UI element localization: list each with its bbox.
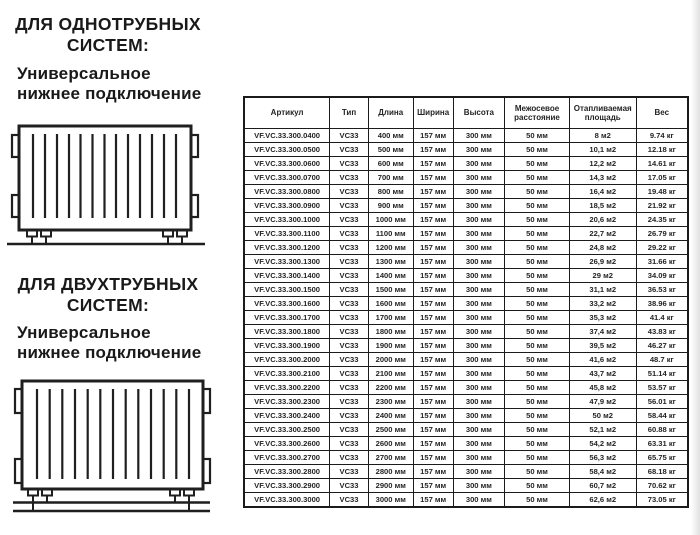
table-cell: 300 мм (453, 423, 505, 437)
table-cell: VC33 (330, 297, 369, 311)
table-cell: 12,2 м2 (569, 157, 636, 171)
table-row (244, 311, 688, 325)
table-cell: 10,1 м2 (569, 143, 636, 157)
table-cell: VF.VC.33.300.0600 (244, 157, 330, 171)
table-cell: 26.79 кг (636, 227, 688, 241)
table-cell: 14,3 м2 (569, 171, 636, 185)
table-row (244, 283, 688, 297)
table-cell: 1600 мм (368, 297, 413, 311)
table-cell: 2800 мм (368, 465, 413, 479)
table-cell: VF.VC.33.300.2300 (244, 395, 330, 409)
table-cell: 50 мм (505, 241, 570, 255)
table-cell: 54,2 м2 (569, 437, 636, 451)
table-cell: 300 мм (453, 479, 505, 493)
table-row (244, 395, 688, 409)
table-cell: VF.VC.33.300.2400 (244, 409, 330, 423)
table-cell: 2900 мм (368, 479, 413, 493)
radiator-spec-table (243, 96, 689, 508)
table-cell: 50 мм (505, 409, 570, 423)
table-cell: VC33 (330, 241, 369, 255)
table-cell: 50 мм (505, 157, 570, 171)
table-cell: 56.01 кг (636, 395, 688, 409)
table-row (244, 241, 688, 255)
table-cell: 300 мм (453, 171, 505, 185)
table-cell: 157 мм (413, 241, 453, 255)
column-header: Тип (330, 97, 369, 129)
table-cell: VC33 (330, 423, 369, 437)
table-row (244, 465, 688, 479)
table-cell: 1500 мм (368, 283, 413, 297)
table-cell: 157 мм (413, 409, 453, 423)
table-cell: 8 м2 (569, 129, 636, 143)
table-cell: 46.27 кг (636, 339, 688, 353)
table-body (244, 129, 688, 508)
table-cell: 300 мм (453, 437, 505, 451)
table-cell: 3000 мм (368, 493, 413, 508)
table-cell: 12.18 кг (636, 143, 688, 157)
table-cell: 157 мм (413, 423, 453, 437)
table-cell: 300 мм (453, 297, 505, 311)
table-cell: 38.96 кг (636, 297, 688, 311)
table-cell: 1700 мм (368, 311, 413, 325)
table-cell: VC33 (330, 479, 369, 493)
table-row (244, 199, 688, 213)
table-cell: 50 мм (505, 129, 570, 143)
table-cell: 50 мм (505, 283, 570, 297)
table-cell: 50 мм (505, 381, 570, 395)
table-cell: VF.VC.33.300.2800 (244, 465, 330, 479)
table-cell: 300 мм (453, 395, 505, 409)
table-cell: 300 мм (453, 493, 505, 508)
table-cell: 35,3 м2 (569, 311, 636, 325)
section-heading-single-pipe-systems: ДЛЯ ОДНОТРУБНЫХ СИСТЕМ: (15, 14, 201, 55)
table-cell: 300 мм (453, 143, 505, 157)
table-cell: 22,7 м2 (569, 227, 636, 241)
table-cell: VF.VC.33.300.2700 (244, 451, 330, 465)
column-header: Артикул (244, 97, 330, 129)
table-cell: 41.4 кг (636, 311, 688, 325)
table-row (244, 381, 688, 395)
table-row (244, 213, 688, 227)
table-cell: VC33 (330, 129, 369, 143)
table-cell: 157 мм (413, 297, 453, 311)
column-header: Вес (636, 97, 688, 129)
table-cell: VC33 (330, 283, 369, 297)
table-cell: VC33 (330, 311, 369, 325)
table-cell: VC33 (330, 367, 369, 381)
table-cell: 2300 мм (368, 395, 413, 409)
table-cell: 65.75 кг (636, 451, 688, 465)
subheading-universal-bottom-connection-1: Универсальное нижнее подключение (17, 64, 202, 103)
table-cell: VC33 (330, 185, 369, 199)
table-cell: 157 мм (413, 185, 453, 199)
table-cell: 21.92 кг (636, 199, 688, 213)
table-cell: VF.VC.33.300.1600 (244, 297, 330, 311)
table-cell: VF.VC.33.300.2200 (244, 381, 330, 395)
table-cell: VC33 (330, 143, 369, 157)
table-cell: 24,8 м2 (569, 241, 636, 255)
table-cell: 2100 мм (368, 367, 413, 381)
table-row (244, 297, 688, 311)
table-cell: 50 мм (505, 255, 570, 269)
table-cell: 157 мм (413, 451, 453, 465)
table-cell: 157 мм (413, 283, 453, 297)
table-cell: 31,1 м2 (569, 283, 636, 297)
table-cell: 700 мм (368, 171, 413, 185)
table-cell: 50 мм (505, 465, 570, 479)
table-cell: 50 мм (505, 143, 570, 157)
table-cell: 52,1 м2 (569, 423, 636, 437)
table-cell: 50 мм (505, 479, 570, 493)
table-cell: 50 мм (505, 185, 570, 199)
table-cell: 9.74 кг (636, 129, 688, 143)
table-cell: 53.57 кг (636, 381, 688, 395)
table-cell: 20,6 м2 (569, 213, 636, 227)
table-row (244, 171, 688, 185)
table-cell: 1300 мм (368, 255, 413, 269)
radiator-single-pipe-diagram-icon (5, 116, 210, 249)
table-cell: 26,9 м2 (569, 255, 636, 269)
table-cell: VC33 (330, 269, 369, 283)
table-cell: VC33 (330, 213, 369, 227)
table-cell: 157 мм (413, 129, 453, 143)
table-cell: 2400 мм (368, 409, 413, 423)
table-cell: VC33 (330, 255, 369, 269)
table-cell: 50 мм (505, 227, 570, 241)
table-cell: 50 мм (505, 213, 570, 227)
table-cell: 58,4 м2 (569, 465, 636, 479)
table-cell: 157 мм (413, 339, 453, 353)
table-cell: 18,5 м2 (569, 199, 636, 213)
table-cell: 300 мм (453, 199, 505, 213)
column-header: Межосевое расстояние (505, 97, 570, 129)
table-cell: 2000 мм (368, 353, 413, 367)
table-cell: 300 мм (453, 311, 505, 325)
table-cell: 2700 мм (368, 451, 413, 465)
table-cell: 300 мм (453, 339, 505, 353)
table-cell: 300 мм (453, 367, 505, 381)
column-header: Высота (453, 97, 505, 129)
table-cell: 50 мм (505, 325, 570, 339)
table-cell: 50 мм (505, 395, 570, 409)
table-cell: 62,6 м2 (569, 493, 636, 508)
table-cell: VF.VC.33.300.1200 (244, 241, 330, 255)
table-cell: 16,4 м2 (569, 185, 636, 199)
table-cell: VC33 (330, 409, 369, 423)
table-cell: 157 мм (413, 367, 453, 381)
table-cell: 300 мм (453, 241, 505, 255)
table-cell: 41,6 м2 (569, 353, 636, 367)
table-cell: 50 мм (505, 311, 570, 325)
table-cell: 2500 мм (368, 423, 413, 437)
table-cell: 1800 мм (368, 325, 413, 339)
table-cell: VF.VC.33.300.0700 (244, 171, 330, 185)
table-cell: 300 мм (453, 451, 505, 465)
table-cell: VF.VC.33.300.2600 (244, 437, 330, 451)
table-row (244, 129, 688, 143)
table-cell: 1100 мм (368, 227, 413, 241)
table-cell: VC33 (330, 437, 369, 451)
table-row (244, 339, 688, 353)
table-cell: VF.VC.33.300.0900 (244, 199, 330, 213)
table-row (244, 437, 688, 451)
radiator-two-pipe-diagram-icon (5, 374, 215, 522)
table-cell: VC33 (330, 493, 369, 508)
table-cell: VC33 (330, 227, 369, 241)
table-cell: 50 мм (505, 269, 570, 283)
table-cell: VC33 (330, 395, 369, 409)
table-cell: 157 мм (413, 353, 453, 367)
table-header-row (244, 97, 688, 129)
table-cell: 60.88 кг (636, 423, 688, 437)
table-cell: VC33 (330, 199, 369, 213)
table-cell: 50 мм (505, 339, 570, 353)
table-cell: 50 мм (505, 423, 570, 437)
table-cell: 157 мм (413, 227, 453, 241)
table-cell: 34.09 кг (636, 269, 688, 283)
table-cell: VF.VC.33.300.2000 (244, 353, 330, 367)
table-cell: 50 мм (505, 493, 570, 508)
table-cell: 157 мм (413, 143, 453, 157)
table-cell: 70.62 кг (636, 479, 688, 493)
table-cell: 48.7 кг (636, 353, 688, 367)
table-cell: 300 мм (453, 185, 505, 199)
column-header: Ширина (413, 97, 453, 129)
table-row (244, 157, 688, 171)
table-cell: 51.14 кг (636, 367, 688, 381)
table-row (244, 255, 688, 269)
table-cell: VF.VC.33.300.1000 (244, 213, 330, 227)
table-cell: 157 мм (413, 213, 453, 227)
table-cell: 1000 мм (368, 213, 413, 227)
table-cell: 300 мм (453, 353, 505, 367)
table-cell: 1900 мм (368, 339, 413, 353)
table-cell: 157 мм (413, 311, 453, 325)
table-cell: 157 мм (413, 479, 453, 493)
table-cell: 157 мм (413, 325, 453, 339)
table-row (244, 185, 688, 199)
table-cell: 300 мм (453, 157, 505, 171)
table-cell: 63.31 кг (636, 437, 688, 451)
table-cell: 300 мм (453, 283, 505, 297)
table-row (244, 423, 688, 437)
table-cell: 157 мм (413, 157, 453, 171)
table-cell: 50 мм (505, 451, 570, 465)
table-cell: 157 мм (413, 493, 453, 508)
table-cell: 50 мм (505, 437, 570, 451)
table-row (244, 269, 688, 283)
table-cell: 300 мм (453, 269, 505, 283)
table-cell: 29.22 кг (636, 241, 688, 255)
table-cell: 2600 мм (368, 437, 413, 451)
table-cell: 400 мм (368, 129, 413, 143)
table-cell: 157 мм (413, 437, 453, 451)
table-cell: 300 мм (453, 409, 505, 423)
table-row (244, 451, 688, 465)
table-row (244, 353, 688, 367)
table-cell: 300 мм (453, 325, 505, 339)
section-heading-two-pipe-systems: ДЛЯ ДВУХТРУБНЫХ СИСТЕМ: (17, 274, 199, 315)
table-cell: 37,4 м2 (569, 325, 636, 339)
table-row (244, 493, 688, 508)
column-header: Длина (368, 97, 413, 129)
table-cell: VF.VC.33.300.1700 (244, 311, 330, 325)
table-cell: 2200 мм (368, 381, 413, 395)
table-cell: 43,7 м2 (569, 367, 636, 381)
table-row (244, 409, 688, 423)
table-cell: 14.61 кг (636, 157, 688, 171)
table-cell: 157 мм (413, 269, 453, 283)
table-cell: VF.VC.33.300.2100 (244, 367, 330, 381)
table-cell: VF.VC.33.300.1500 (244, 283, 330, 297)
table-cell: 157 мм (413, 465, 453, 479)
table-cell: 58.44 кг (636, 409, 688, 423)
table-cell: 36.53 кг (636, 283, 688, 297)
table-cell: VF.VC.33.300.2500 (244, 423, 330, 437)
table-cell: 47,9 м2 (569, 395, 636, 409)
table-cell: VC33 (330, 353, 369, 367)
table-cell: 17.05 кг (636, 171, 688, 185)
table-cell: 43.83 кг (636, 325, 688, 339)
table-cell: 29 м2 (569, 269, 636, 283)
table-row (244, 325, 688, 339)
table-cell: 31.66 кг (636, 255, 688, 269)
table-cell: 60,7 м2 (569, 479, 636, 493)
table-cell: 300 мм (453, 465, 505, 479)
table-cell: 157 мм (413, 381, 453, 395)
table-cell: VF.VC.33.300.0800 (244, 185, 330, 199)
table-cell: VF.VC.33.300.3000 (244, 493, 330, 508)
table-cell: 56,3 м2 (569, 451, 636, 465)
table-row (244, 227, 688, 241)
table-row (244, 143, 688, 157)
table-cell: 800 мм (368, 185, 413, 199)
table-cell: 900 мм (368, 199, 413, 213)
table-cell: 50 м2 (569, 409, 636, 423)
table-cell: 73.05 кг (636, 493, 688, 508)
table-cell: VF.VC.33.300.0500 (244, 143, 330, 157)
table-cell: 33,2 м2 (569, 297, 636, 311)
table-cell: VC33 (330, 381, 369, 395)
table-cell: 600 мм (368, 157, 413, 171)
table-cell: 300 мм (453, 227, 505, 241)
table-cell: 300 мм (453, 129, 505, 143)
table-cell: 39,5 м2 (569, 339, 636, 353)
table-cell: VC33 (330, 451, 369, 465)
table-cell: VF.VC.33.300.1800 (244, 325, 330, 339)
table-cell: VF.VC.33.300.1100 (244, 227, 330, 241)
table-row (244, 479, 688, 493)
column-header: Отапливаемая площадь (569, 97, 636, 129)
table-cell: 300 мм (453, 213, 505, 227)
table-cell: 50 мм (505, 171, 570, 185)
table-cell: 19.48 кг (636, 185, 688, 199)
photo-edge-shadow (691, 0, 700, 535)
table-row (244, 367, 688, 381)
table-cell: VC33 (330, 325, 369, 339)
table-cell: VF.VC.33.300.1300 (244, 255, 330, 269)
subheading-universal-bottom-connection-2: Универсальное нижнее подключение (17, 323, 202, 362)
table-cell: 1400 мм (368, 269, 413, 283)
table-cell: 24.35 кг (636, 213, 688, 227)
table-cell: 68.18 кг (636, 465, 688, 479)
table-cell: 45,8 м2 (569, 381, 636, 395)
table-cell: VF.VC.33.300.1900 (244, 339, 330, 353)
table-cell: 50 мм (505, 367, 570, 381)
table-cell: 50 мм (505, 297, 570, 311)
table-cell: VF.VC.33.300.2900 (244, 479, 330, 493)
table-cell: 157 мм (413, 171, 453, 185)
table-cell: 157 мм (413, 395, 453, 409)
table-cell: 157 мм (413, 255, 453, 269)
table-cell: VC33 (330, 465, 369, 479)
table-cell: VF.VC.33.300.0400 (244, 129, 330, 143)
table-cell: 157 мм (413, 199, 453, 213)
table-cell: 300 мм (453, 381, 505, 395)
table-cell: VC33 (330, 157, 369, 171)
table-cell: VC33 (330, 339, 369, 353)
table-cell: 50 мм (505, 199, 570, 213)
table-cell: 500 мм (368, 143, 413, 157)
table-cell: 300 мм (453, 255, 505, 269)
table-cell: VC33 (330, 171, 369, 185)
table-cell: 50 мм (505, 353, 570, 367)
table-cell: VF.VC.33.300.1400 (244, 269, 330, 283)
table-cell: 1200 мм (368, 241, 413, 255)
